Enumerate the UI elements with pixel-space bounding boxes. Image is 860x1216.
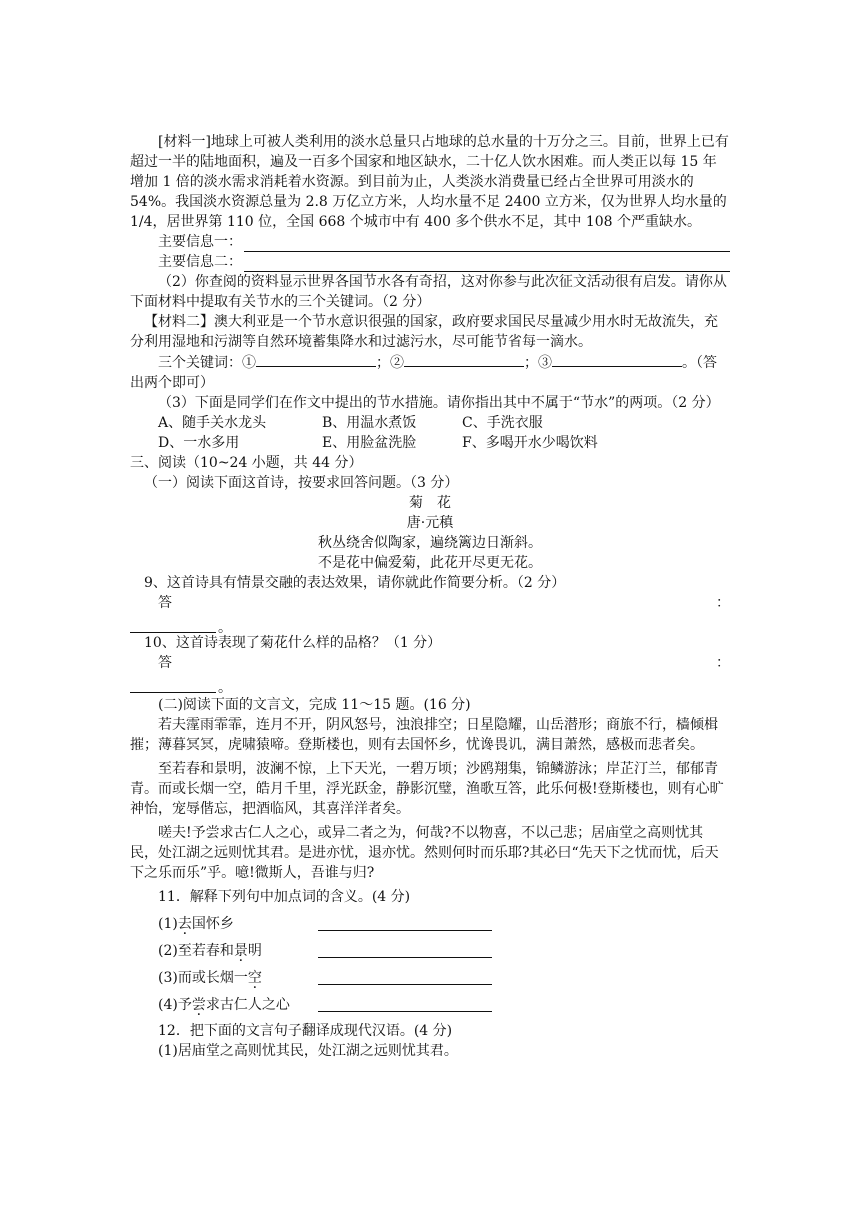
keywords-line bbox=[130, 352, 730, 393]
choices-row-2 bbox=[130, 433, 730, 453]
keyword-1-blank[interactable] bbox=[256, 352, 376, 367]
keyword-2-label: ；② bbox=[376, 355, 404, 371]
question-11-item-3 bbox=[130, 961, 730, 988]
question-10: 10、这首诗表现了菊花什么样的品格？（1 分） bbox=[144, 635, 442, 651]
part-two-heading: (二)阅读下面的文言文，完成 11～15 题。(16 分) bbox=[158, 697, 471, 713]
info-one-label: 主要信息一： bbox=[158, 234, 242, 250]
question-9: 9、这首诗具有情景交融的表达效果，请你就此作简要分析。（2 分） bbox=[144, 575, 566, 591]
question-11: 11．解释下列句中加点词的含义。(4 分) bbox=[158, 889, 411, 905]
question-2: （2）你查阅的资料显示世界各国节水各有奇招，这对你参与此次征文活动很有启发。请你从下面材料中提取有关节水的三个关键词。（2 分） bbox=[130, 274, 727, 310]
passage-paragraph-3: 嗟夫!予尝求古仁人之心，或异二者之为，何哉?不以物喜，不以己悲；居庙堂之高则忧其民，处江湖之远则忧其君。是进亦忧，退亦忧。然则何时而乐耶?其必曰“先天下之忧而忧，后天下之乐而乐”乎。噫!微斯人，吾谁与归? bbox=[130, 825, 719, 881]
poem-title: 菊 花 bbox=[409, 495, 451, 511]
passage-paragraph-2: 至若春和景明，波澜不惊，上下天光，一碧万顷；沙鸥翔集，锦鳞游泳；岸芷汀兰，郁郁青青。而或长烟一空，皓月千里，浮光跃金，静影沉璧，渔歌互答，此乐何极!登斯楼也，则有心旷神怡，宠辱偕忘，把酒临风，其喜洋洋者矣。 bbox=[130, 761, 724, 817]
emphasized-word: 尝 bbox=[191, 997, 206, 1013]
keywords-label: 三个关键词：① bbox=[158, 355, 256, 371]
choice-d: D、一水多用 bbox=[158, 435, 240, 451]
info-one-answer-blank[interactable] bbox=[244, 237, 730, 252]
info-two-label: 主要信息二： bbox=[158, 254, 242, 270]
item-prefix: (4)予 bbox=[158, 997, 192, 1013]
answer-period: 。 bbox=[218, 680, 232, 696]
choice-e: E、用脸盆洗脸 bbox=[322, 435, 417, 451]
question-9-answer-row bbox=[130, 593, 730, 613]
item-2-answer-blank[interactable] bbox=[318, 943, 492, 958]
item-4-answer-blank[interactable] bbox=[318, 997, 492, 1012]
item-suffix: 国怀乡 bbox=[191, 916, 234, 932]
poem-line-2: 不是花中偏爱菊，此花开尽更无花。 bbox=[318, 555, 542, 571]
emphasized-word: 景 bbox=[233, 943, 248, 959]
choices-row-1 bbox=[130, 413, 730, 433]
question-11-item-1 bbox=[130, 907, 730, 934]
answer-colon: ： bbox=[716, 655, 730, 671]
item-3-answer-blank[interactable] bbox=[318, 970, 492, 985]
poem-line-1: 秋丛绕舍似陶家，遍绕篱边日渐斜。 bbox=[318, 535, 542, 551]
question-10-answer-row bbox=[130, 653, 730, 673]
emphasized-word: 空 bbox=[247, 970, 262, 986]
answer-period: 。 bbox=[218, 620, 232, 636]
keyword-3-blank[interactable] bbox=[552, 352, 682, 367]
emphasized-word: 去 bbox=[177, 916, 192, 932]
poem-author: 唐·元稹 bbox=[406, 515, 454, 531]
info-one-line bbox=[130, 232, 730, 252]
item-prefix: (2)至若春和 bbox=[158, 943, 234, 959]
material-two: 【材料二】澳大利亚是一个节水意识很强的国家，政府要求国民尽量减少用水时无故流失，充分利用湿地和污湖等自然环境蓄集降水和过滤污水，尽可能节省每一滴水。 bbox=[130, 314, 718, 350]
question-11-item-2 bbox=[130, 934, 730, 961]
question-10-answer-tail bbox=[130, 673, 730, 696]
part-one-heading: （一）阅读下面这首诗，按要求回答问题。（3 分） bbox=[144, 475, 459, 491]
keyword-3-label: ；③ bbox=[524, 355, 552, 371]
item-suffix: 求古仁人之心 bbox=[205, 997, 290, 1013]
choice-b: B、用温水煮饭 bbox=[322, 415, 417, 431]
question-11-item-4 bbox=[130, 988, 730, 1015]
exam-page bbox=[130, 132, 730, 1061]
info-two-line bbox=[130, 252, 730, 272]
item-prefix: (1) bbox=[158, 916, 178, 932]
info-two-answer-blank[interactable] bbox=[244, 257, 730, 272]
item-prefix: (3)而或长烟一 bbox=[158, 970, 248, 986]
question-9-answer-blank[interactable] bbox=[130, 618, 232, 636]
question-9-answer-tail bbox=[130, 613, 730, 636]
answer-label: 答 bbox=[158, 595, 172, 611]
question-12-sentence-1: (1)居庙堂之高则忧其民，处江湖之远则忧其君。 bbox=[158, 1043, 458, 1059]
passage-paragraph-1: 若夫霪雨霏霏，连月不开，阴风怒号，浊浪排空；日星隐耀，山岳潜形；商旅不行，樯倾楫摧；薄暮冥冥，虎啸猿啼。登斯楼也，则有去国怀乡，忧谗畏讥，满目萧然，感极而悲者矣。 bbox=[130, 717, 718, 753]
answer-colon: ： bbox=[716, 595, 730, 611]
choice-f: F、多喝开水少喝饮料 bbox=[462, 435, 598, 451]
item-suffix: 明 bbox=[247, 943, 262, 959]
question-10-answer-blank[interactable] bbox=[130, 678, 232, 696]
question-3: （3）下面是同学们在作文中提出的节水措施。请你指出其中不属于“节水”的两项。（2 分） bbox=[158, 395, 720, 411]
choice-a: A、随手关水龙头 bbox=[158, 415, 267, 431]
answer-label: 答 bbox=[158, 655, 172, 671]
material-one: [材料一]地球上可被人类利用的淡水总量只占地球的总水量的十万分之三。目前，世界上已有超过一半的陆地面积，遍及一百多个国家和地区缺水，二十亿人饮水困难。而人类正以每 15 年增加 1 倍的淡水需求消耗着水资源。到目前为止，人类淡水消费量已经占全世界可用淡水的 54%。我国淡水资源总量为 2.8 万亿立方米，人均水量不足 2400 立方米，仅为世界人均水量的 1/4，居世界第 110 位，全国 668 个城市中有 400 多个供水不足，其中 108 个严重缺水。 bbox=[130, 134, 729, 230]
question-12: 12．把下面的文言句子翻译成现代汉语。(4 分) bbox=[158, 1023, 453, 1039]
choice-c: C、手洗衣服 bbox=[462, 415, 543, 431]
keyword-2-blank[interactable] bbox=[404, 352, 524, 367]
section-three-heading: 三、阅读（10~24 小题，共 44 分） bbox=[130, 455, 363, 471]
item-1-answer-blank[interactable] bbox=[318, 916, 492, 931]
keywords-note: 。（答出两个即可） bbox=[130, 355, 717, 391]
